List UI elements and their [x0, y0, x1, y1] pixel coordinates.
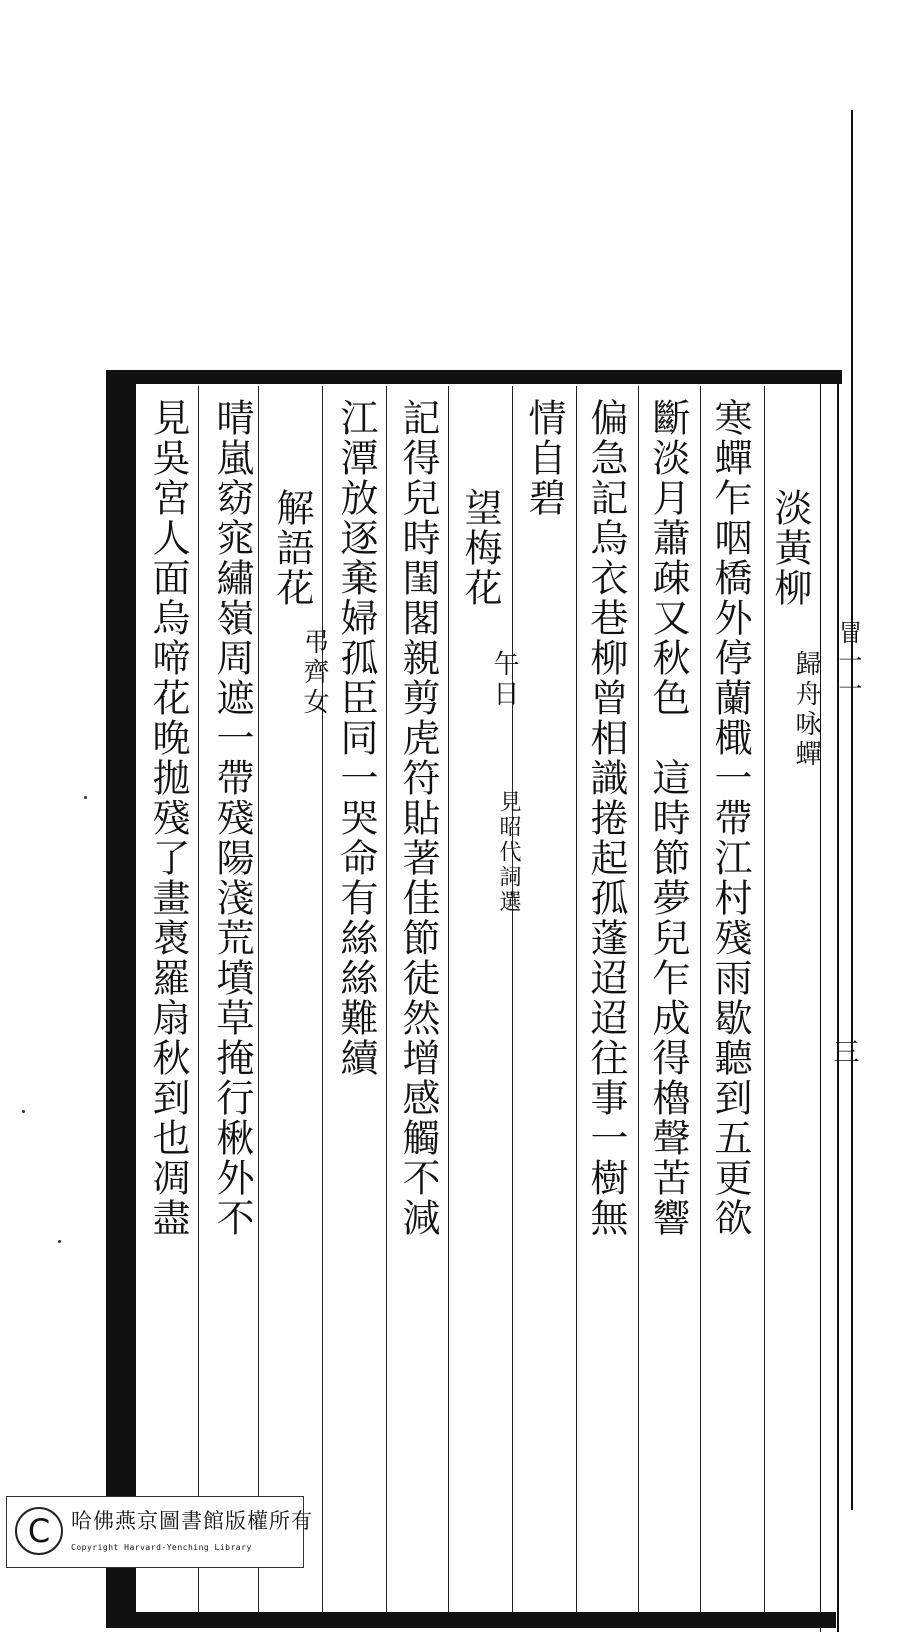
- poem-line: 江潭放逐棄婦孤臣同一哭命有絲絲難續: [334, 398, 378, 1078]
- copyright-stamp: [6, 1496, 313, 1568]
- copyright-english: Copyright Harvard-Yenching Library: [71, 1543, 252, 1552]
- column-rule: [576, 386, 577, 1612]
- page-edge-line: [837, 372, 839, 1632]
- poem-subtitle: 歸舟咏蟬: [791, 650, 821, 770]
- source-note: 見昭代詞選: [496, 790, 521, 915]
- chapter-mark: 冒一一: [834, 620, 862, 704]
- page-number: 三: [829, 1038, 859, 1068]
- poem-line: 斷淡月蕭疎又秋色 這時節夢兒乍成得櫓聲苦響: [646, 398, 690, 1238]
- frame-top-border: [106, 370, 842, 384]
- speck: [22, 1110, 25, 1113]
- poem-subtitle: 午日: [489, 650, 519, 710]
- poem-line: 偏急記烏衣巷柳曾相識捲起孤蓬迢迢往事一樹無: [584, 398, 628, 1238]
- poem-title: 望梅花: [458, 488, 502, 608]
- poem-subtitle: 弔齊女: [299, 628, 329, 718]
- poem-line: 寒蟬乍咽橋外停蘭檝一帶江村殘雨歇聽到五更欲: [708, 398, 752, 1238]
- speck: [84, 796, 87, 799]
- poem-title: 解語花: [270, 488, 314, 608]
- page-edge-line: [851, 110, 853, 1510]
- speck: [58, 1240, 61, 1243]
- poem-title: 淡黃柳: [768, 488, 812, 608]
- poem-line: 記得兒時閨閣親剪虎符貼著佳節徒然增感觸不減: [396, 398, 440, 1238]
- column-rule: [386, 386, 387, 1612]
- poem-line: 情自碧: [522, 398, 566, 518]
- copyright-chinese: 哈佛燕京圖書館版權所有: [71, 1509, 313, 1533]
- poem-line: 見吳宮人面烏啼花晚拋殘了畫褭羅扇秋到也凋盡: [146, 398, 190, 1238]
- column-rule: [638, 386, 639, 1612]
- poem-line: 晴嵐窈窕繡嶺周遮一帶殘陽淺荒墳草掩行楸外不: [210, 398, 254, 1238]
- page-edge-line: [820, 372, 821, 1632]
- column-rule: [258, 386, 259, 1612]
- frame-bottom-border: [106, 1612, 836, 1628]
- column-rule: [448, 386, 449, 1612]
- column-rule: [700, 386, 701, 1612]
- column-rule: [198, 386, 199, 1612]
- frame-left-black: [106, 370, 136, 1628]
- copyright-icon: C: [15, 1507, 63, 1555]
- column-rule: [322, 386, 323, 1612]
- column-rule: [512, 386, 513, 1612]
